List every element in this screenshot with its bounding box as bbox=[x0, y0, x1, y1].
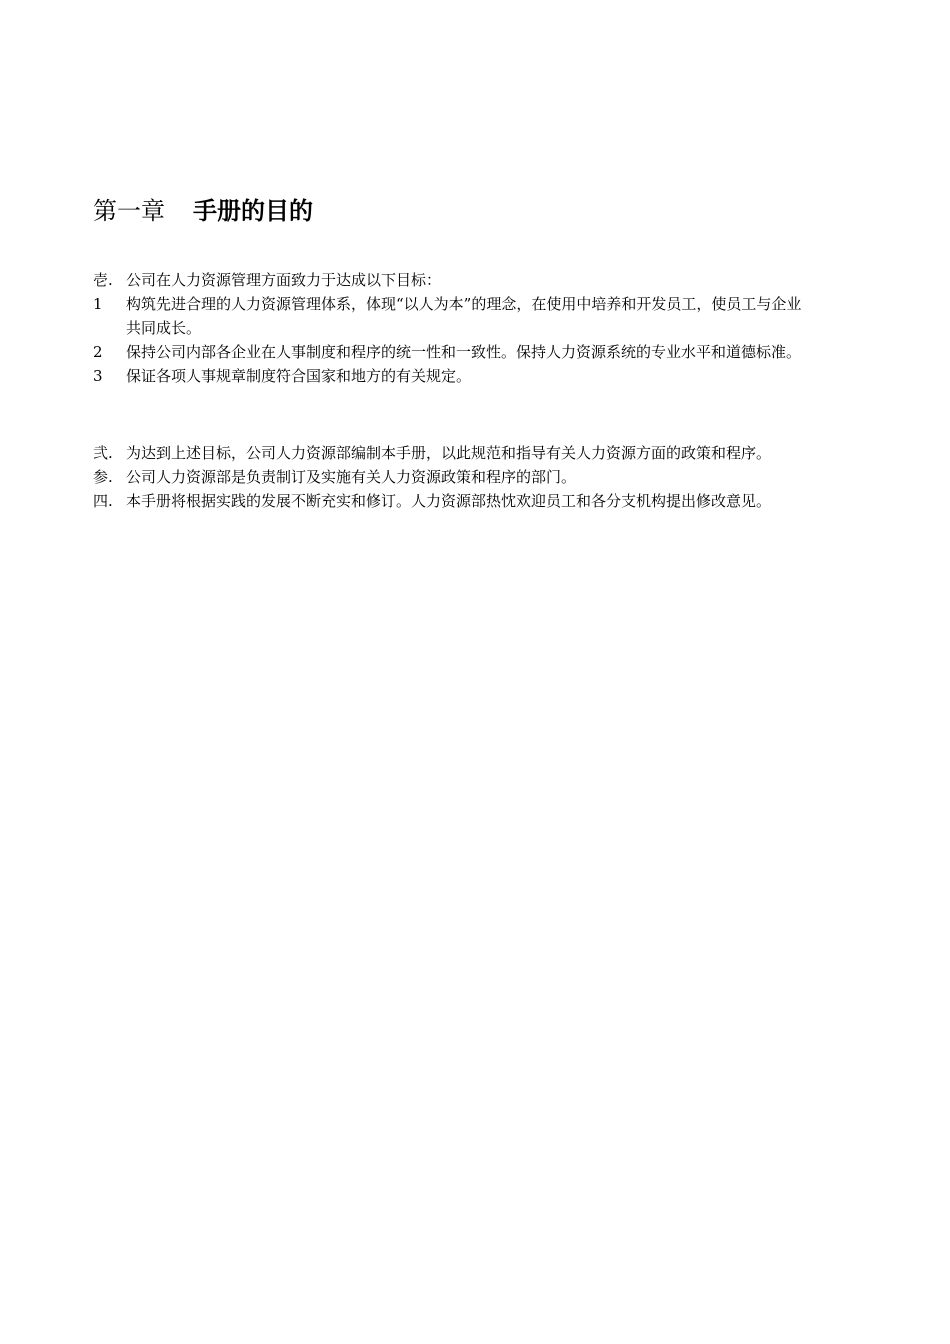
list-marker: 2 bbox=[93, 343, 103, 361]
list-marker: 1 bbox=[93, 295, 103, 313]
handbook-notes-section bbox=[93, 441, 813, 513]
list-item bbox=[93, 489, 813, 513]
list-item-text: 为达到上述目标，公司人力资源部编制本手册，以此规范和指导有关人力资源方面的政策和程序。 bbox=[126, 444, 772, 462]
list-item bbox=[93, 441, 813, 465]
chapter-heading bbox=[93, 194, 313, 228]
list-marker: 3 bbox=[93, 367, 103, 385]
list-item bbox=[93, 340, 813, 364]
list-marker: 弐. bbox=[93, 444, 113, 462]
list-item bbox=[93, 465, 813, 489]
list-item-text: 公司人力资源部是负责制订及实施有关人力资源政策和程序的部门。 bbox=[126, 468, 577, 486]
chapter-number: 第一章 bbox=[93, 197, 165, 225]
list-item bbox=[93, 364, 813, 388]
list-item-text: 保证各项人事规章制度符合国家和地方的有关规定。 bbox=[126, 367, 472, 385]
list-marker: 壱. bbox=[93, 271, 113, 289]
paragraph-text: 公司在人力资源管理方面致力于达成以下目标： bbox=[126, 271, 442, 289]
objectives-section bbox=[93, 268, 813, 388]
objectives-intro bbox=[93, 268, 813, 292]
list-item bbox=[93, 292, 813, 340]
list-item-text: 构筑先进合理的人力资源管理体系，体现“以人为本”的理念，在使用中培养和开发员工，使员工与企业共同成长。 bbox=[126, 295, 802, 337]
chapter-title: 手册的目的 bbox=[193, 197, 313, 225]
list-marker: 四. bbox=[93, 492, 113, 510]
list-item-text: 本手册将根据实践的发展不断充实和修订。人力资源部热忱欢迎员工和各分支机构提出修改意见。 bbox=[126, 492, 772, 510]
list-marker: 参. bbox=[93, 468, 113, 486]
list-item-text: 保持公司内部各企业在人事制度和程序的统一性和一致性。保持人力资源系统的专业水平和道德标准。 bbox=[126, 343, 802, 361]
